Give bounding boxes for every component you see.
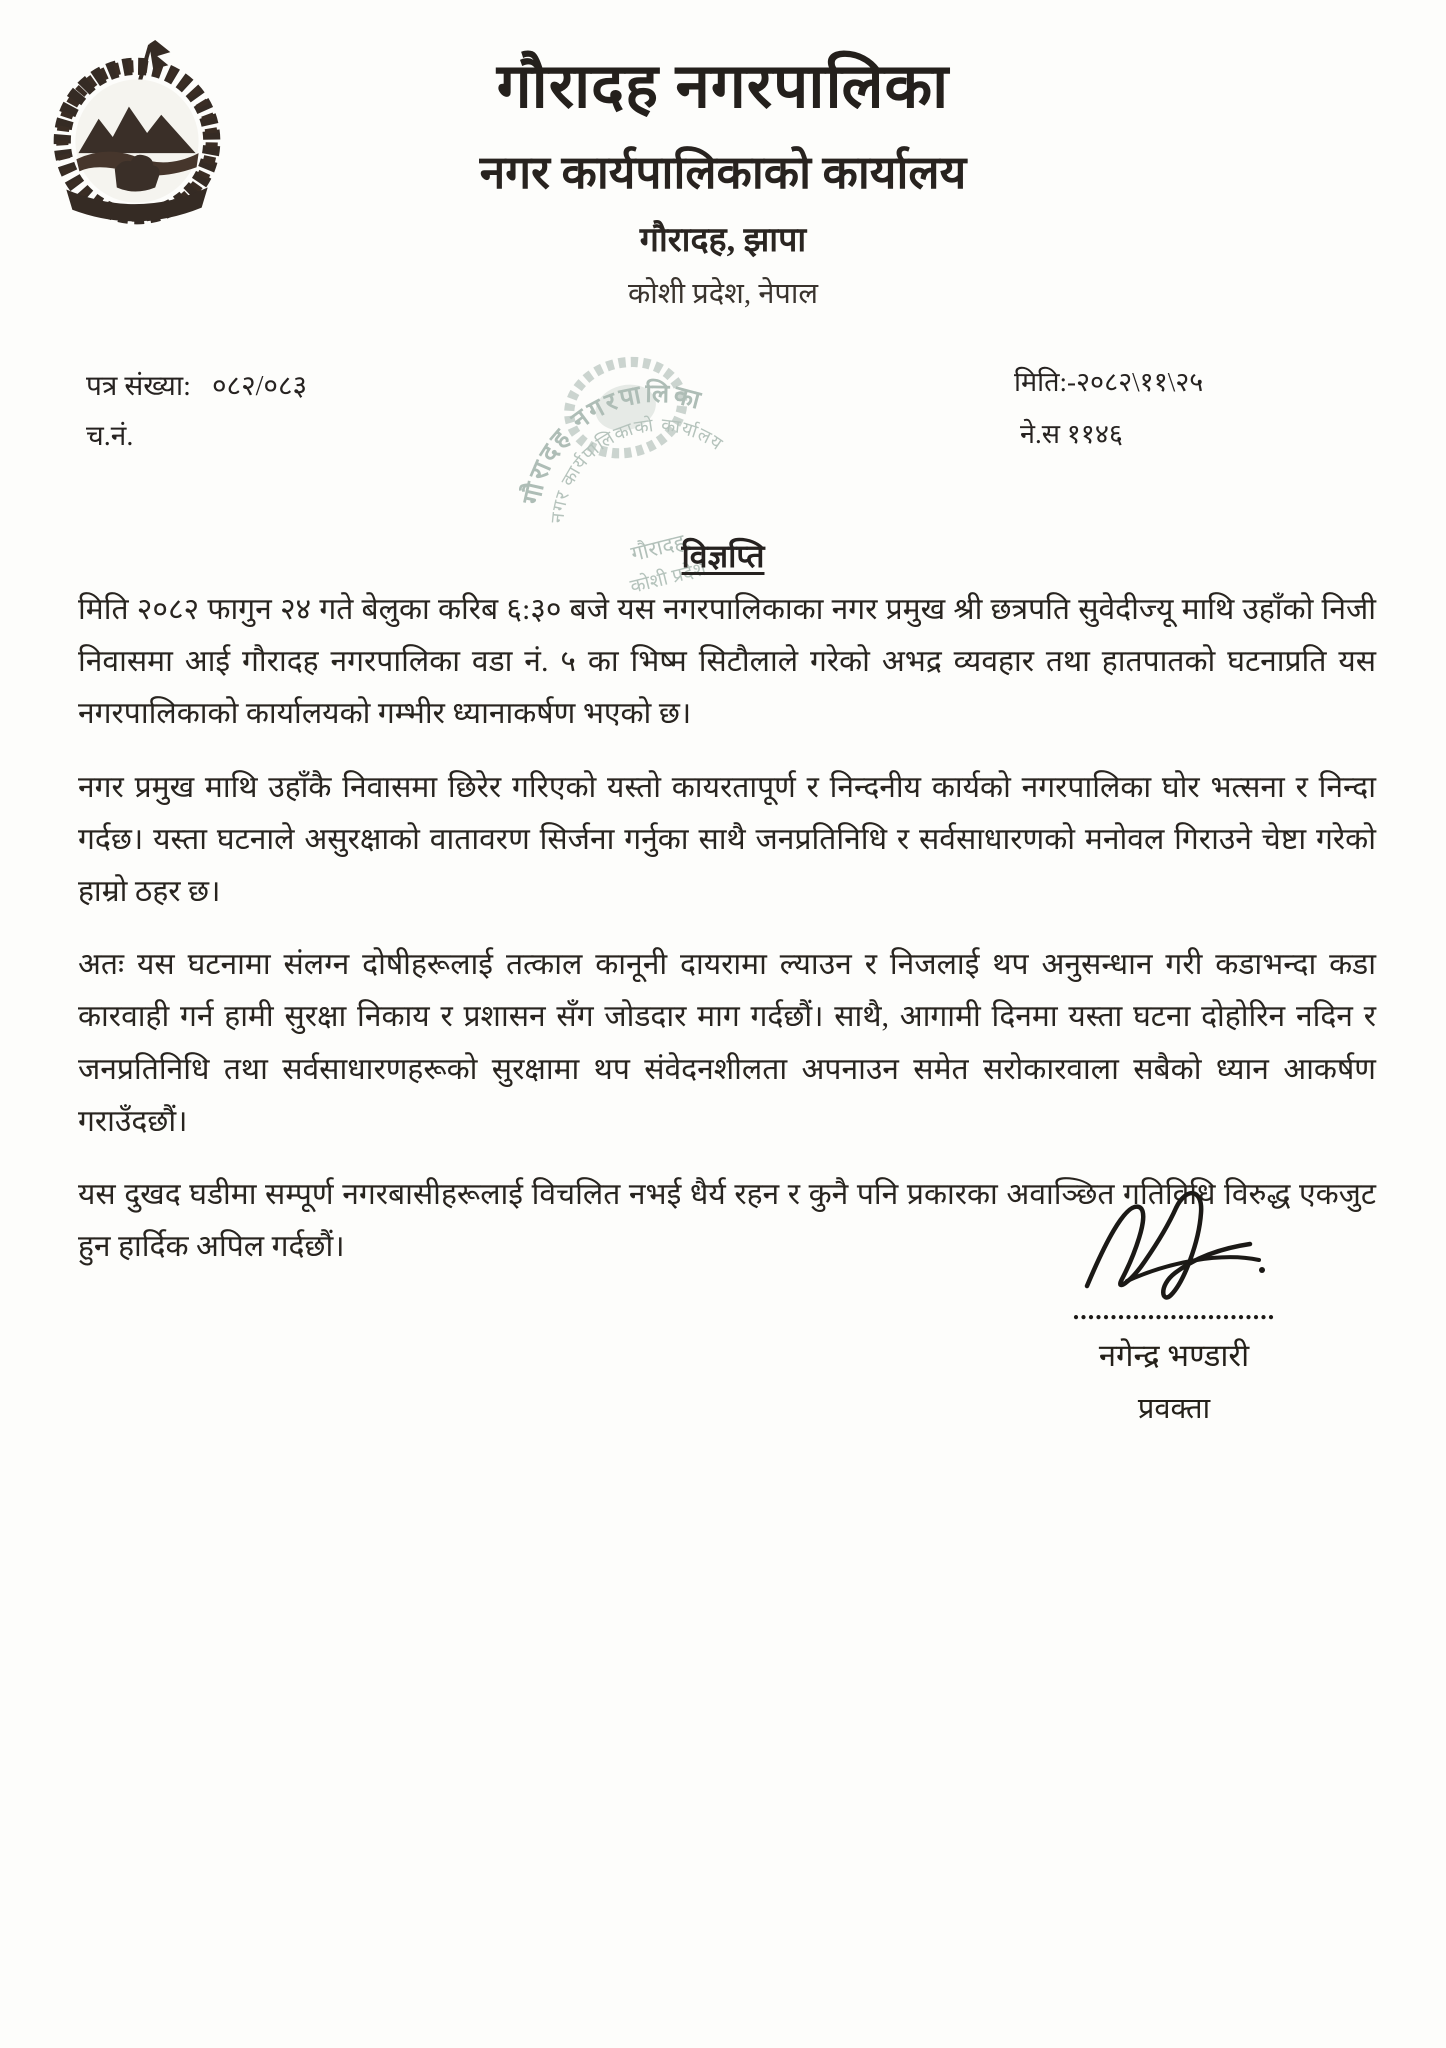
paragraph-2: नगर प्रमुख माथि उहाँकै निवासमा छिरेर गरिएको यस्तो कायरतापूर्ण र निन्दनीय कार्यको नगरपालिका घोर भत्सना र निन्दा गर्दछ। यस्ता घटनाले असुरक्षाको वातावरण सिर्जना गर्नुका साथै जनप्रतिनिधि र सर्वसाधारणको मनोवल गिराउने चेष्टा गरेको हाम्रो ठहर छ। [78,770,1376,908]
letterhead [0,53,1446,310]
svg-text:गौरादह नगरपालिका [494,363,725,514]
letter-number-value: ०८२/०८३ [211,371,308,402]
signatory-title: प्रवक्ता [1137,1393,1211,1425]
signature-dotted-line: ........................... [1072,1296,1276,1325]
paragraph-3: अतः यस घटनामा संलग्न दोषीहरूलाई तत्काल कानूनी दायरामा ल्याउन र निजलाई थप अनुसन्धान गरी कडाभन्दा कडा कारवाही गर्न हामी सुरक्षा निकाय र प्रशासन सँग जोडदार माग गर्दछौं। साथै, आगामी दिनमा यस्ता घटना दोहोरिन नदिन र जनप्रतिनिधि तथा सर्वसाधारणहरूको सुरक्षामा थप संवेदनशीलता अपनाउन समेत सरोकारवाला सबैको ध्यान आकर्षण गराउँदछौं। [78,948,1376,1138]
date-label: मिति:- [1014,367,1077,397]
signatory-name: नगेन्द्र भण्डारी [1098,1338,1250,1373]
date-value: २०८२\११\२५ [1076,367,1204,397]
municipality-name: गौरादह नगरपालिका [496,53,950,121]
date-line [1014,362,1203,399]
paragraph-4: यस दुखद घडीमा सम्पूर्ण नगरबासीहरूलाई विचलित नभई धैर्य रहन र कुनै पनि प्रकारका अवाञ्छित गतिविधि विरुद्ध एकजुट हुन हार्दिक अपिल गर्दछौं। [78,1177,1376,1264]
signature-block [1004,1186,1344,1427]
province-line: कोशी प्रदेश, नेपाल [627,278,819,310]
svg-text:नगर कार्यपालिकाको कार्यालय [528,396,738,528]
dispatch-number-label: च.नं. [86,421,134,452]
letter-number-label: पत्र संख्या: [86,371,191,402]
office-name: नगर कार्यपालिकाको कार्यालय [479,147,967,198]
place-line: गौरादह, झापा [639,222,807,259]
letter-number-line [86,366,307,404]
secondary-number-line [1020,414,1123,451]
paragraph-1: मिति २०८२ फागुन २४ गते बेलुका करिब ६:३० बजे यस नगरपालिकाका नगर प्रमुख श्री छत्रपति सुवेदीज्यू माथि उहाँको निजी निवासमा आई गौरादह नगरपालिका वडा नं. ५ का भिष्म सिटौलाले गरेको अभद्र व्यवहार तथा हातपातको घटनाप्रति यस नगरपालिकाको कार्यालयको गम्भीर ध्यानाकर्षण भएको छ। [78,593,1376,731]
dispatch-number-line [86,416,133,454]
secondary-number-value: ने.स ११४६ [1020,419,1123,449]
stamp-place-line: गौरादह, [628,528,693,567]
subject-heading: विज्ञप्ति [681,538,765,574]
stamp-ring-text-outer: गौरादह नगरपालिका [516,378,707,507]
stamp-ring-text-inner: नगर कार्यपालिकाको कार्यालय [547,414,727,524]
stamp-province-line: कोशी प्रदेश [628,558,709,599]
